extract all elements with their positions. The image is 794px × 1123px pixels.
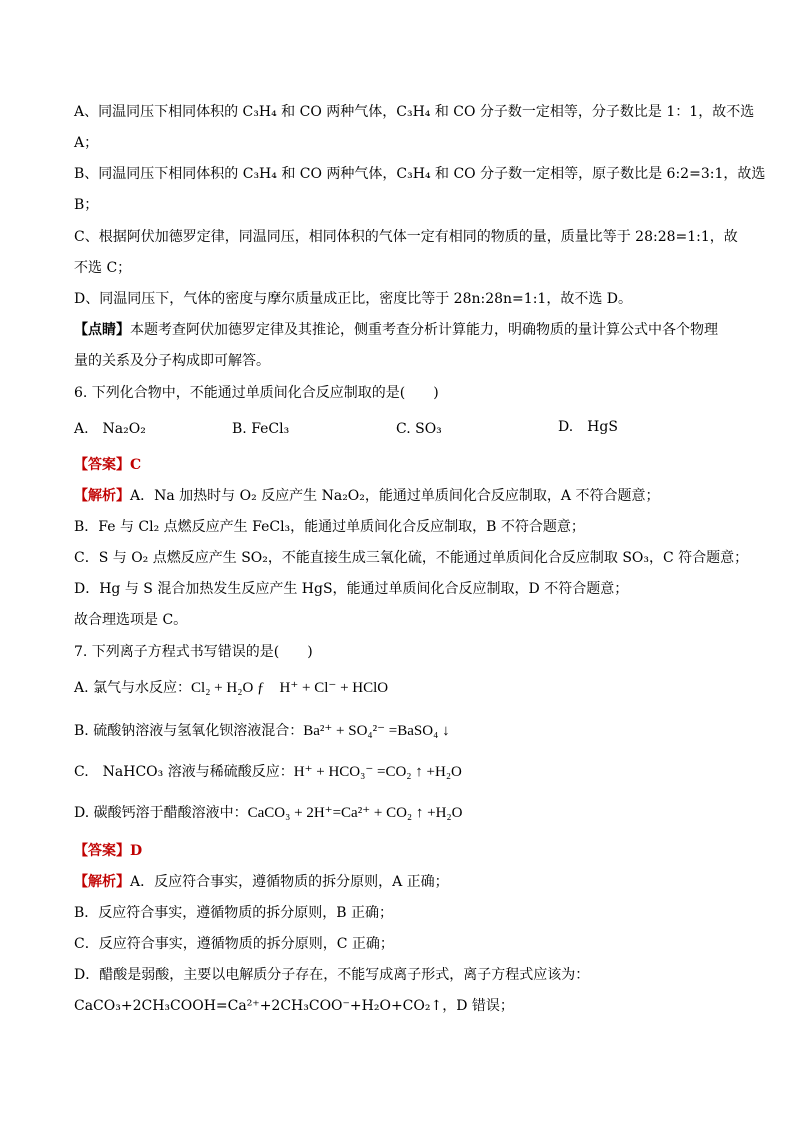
q7-stem: 7. 下列离子方程式书写错误的是( ) [74,644,313,660]
q7-option-d [74,804,463,822]
q7-analysis-text: A．反应符合事实，遵循物质的拆分原则，A 正确； [130,874,449,890]
q6-option-b: B. FeCl₃ [232,421,290,437]
q5-option-a-analysis-line1: A、同温同压下相同体积的 C₃H₄ 和 CO 两种气体，C₃H₄ 和 CO 分子数一定相等，分子数比是 1：1，故不选 [74,104,755,120]
q6-stem: 6. 下列化合物中，不能通过单质间化合反应制取的是( ) [74,385,439,401]
q7-option-d-label: D. 碳酸钙溶于醋酸溶液中： [74,805,248,821]
q7-option-c-equation: H⁺ + HCO₃⁻ =CO₂ ↑ +H₂O [293,764,462,780]
q6-answer: 【答案】C [74,457,142,473]
q7-analysis-line5: CaCO₃+2CH₃COOH=Ca²⁺+2CH₃COO⁻+H₂O+CO₂↑，D 错误； [74,998,514,1014]
q5-option-c-analysis-line1: C、根据阿伏加德罗定律，同温同压，相同体积的气体一定有相同的物质的量，质量比等于 28:28=1:1，故 [74,229,738,245]
q7-analysis-line2: B．反应符合事实，遵循物质的拆分原则，B 正确； [74,905,394,921]
q7-option-b-equation: Ba²⁺ + SO₄²⁻ =BaSO₄ ↓ [303,723,450,739]
q5-option-d-analysis: D、同温同压下，气体的密度与摩尔质量成正比，密度比等于 28n:28n=1:1，故不选 D。 [74,291,632,307]
q7-analysis-line1 [74,873,449,891]
q5-option-b-analysis-line1: B、同温同压下相同体积的 C₃H₄ 和 CO 两种气体，C₃H₄ 和 CO 分子数一定相等，原子数比是 6:2=3:1，故选 [74,166,766,182]
q7-option-c-label: C. NaHCO₃ 溶液与稀硫酸反应： [74,764,294,780]
q6-analysis-line3: C．S 与 O₂ 点燃反应产生 SO₂，不能直接生成三氧化硫，不能通过单质间化合反应制取 SO₃，C 符合题意； [74,550,749,566]
q7-option-a [74,679,388,697]
q6-analysis-line2: B．Fe 与 Cl₂ 点燃反应产生 FeCl₃，能通过单质间化合反应制取，B 不符合题意； [74,519,585,535]
q7-analysis-tag: 【解析】 [74,874,130,890]
q5-option-a-analysis-line2: A； [74,135,99,151]
q7-option-b-label: B. 硫酸钠溶液与氢氧化钡溶液混合： [74,723,304,739]
q6-analysis-tag: 【解析】 [74,488,130,504]
q5-dianjing-line1 [74,321,718,339]
q6-option-a: A. Na₂O₂ [74,421,146,437]
q6-analysis-line4: D．Hg 与 S 混合加热发生反应产生 HgS，能通过单质间化合反应制取，D 不符合题意； [74,581,629,597]
q7-analysis-line4: D．醋酸是弱酸，主要以电解质分子存在，不能写成离子形式，离子方程式应该为： [74,967,590,983]
q7-option-a-label: A. 氯气与水反应： [74,680,192,696]
q7-option-a-equation: Cl₂ + H₂O ƒ H⁺ + Cl⁻ + HClO [191,680,389,696]
q5-option-b-analysis-line2: B； [74,197,99,213]
q7-option-d-equation: CaCO₃ + 2H⁺=Ca²⁺ + CO₂ ↑ +H₂O [247,805,463,821]
q5-dianjing-line2: 量的关系及分子构成即可解答。 [74,353,270,369]
q6-option-d: D. HgS [558,419,618,435]
q7-analysis-line3: C．反应符合事实，遵循物质的拆分原则，C 正确； [74,936,394,952]
dianjing-text: 本题考查阿伏加德罗定律及其推论，侧重考查分析计算能力，明确物质的量计算公式中各个物理 [130,322,718,338]
q6-analysis-line1 [74,487,659,505]
dianjing-tag: 【点睛】 [74,322,130,338]
q5-option-c-analysis-line2: 不选 C； [74,260,132,276]
q6-conclusion: 故合理选项是 C。 [74,612,188,628]
q6-option-c: C. SO₃ [396,421,442,437]
q7-option-b [74,722,450,740]
q7-option-c [74,763,462,781]
q6-analysis-text: A．Na 加热时与 O₂ 反应产生 Na₂O₂，能通过单质间化合反应制取，A 不符合题意； [130,488,660,504]
q7-answer: 【答案】D [74,843,143,859]
